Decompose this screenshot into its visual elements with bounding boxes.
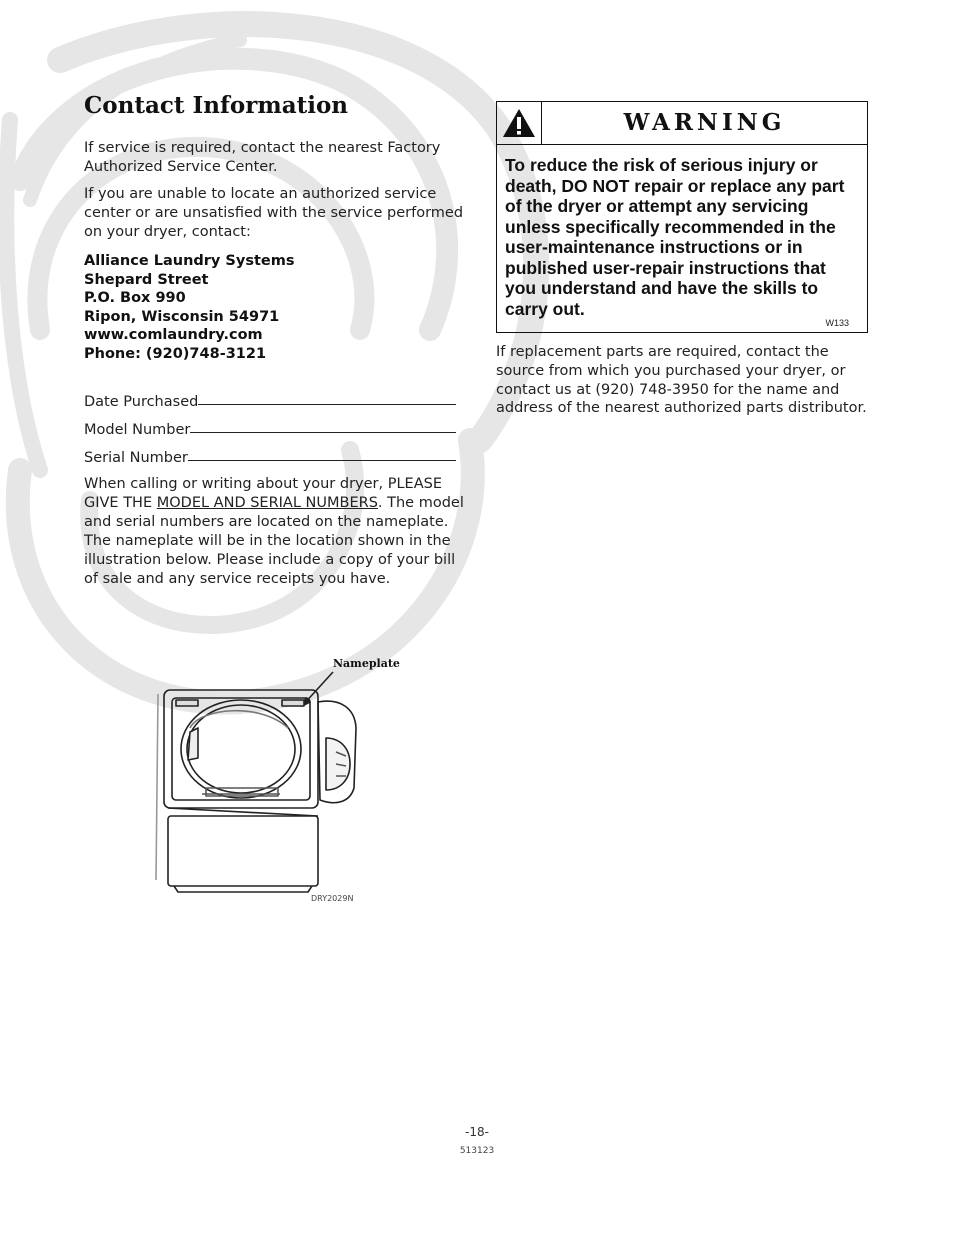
service-paragraph: If service is required, contact the nearest Factory Authorized Service Center.	[84, 140, 441, 175]
city-state-zip: Ripon, Wisconsin 54971	[84, 308, 280, 325]
street: Shepard Street	[84, 271, 209, 288]
date-purchased-label: Date Purchased	[84, 394, 199, 410]
serial-number-label: Serial Number	[84, 450, 188, 466]
model-number-line	[190, 432, 456, 433]
model-number-field	[84, 416, 456, 438]
nameplate-label: Nameplate	[333, 657, 400, 670]
model-serial-text-end: . The model and serial numbers are located on the nameplate. The nameplate will be in the location shown in the illustration below. Please include a copy of your bill of sale and any service receipts you have.	[84, 495, 464, 587]
website: www.comlaundry.com	[84, 327, 263, 343]
company-address	[84, 252, 464, 363]
warning-header	[497, 102, 867, 145]
model-serial-paragraph	[84, 475, 464, 589]
illustration-code: DRY2029N	[311, 894, 354, 903]
model-number-label: Model Number	[84, 422, 191, 438]
page-number: -18-	[465, 1125, 489, 1139]
serial-number-line	[188, 460, 456, 461]
contact-paragraph: If you are unable to locate an authorized service center or are unsatisfied with the service performed on your dryer, contact:	[84, 186, 464, 240]
po-box: P.O. Box 990	[84, 290, 186, 306]
serial-number-field	[84, 444, 456, 466]
dryer-illustration	[150, 668, 365, 896]
date-purchased-field	[84, 388, 456, 410]
exclamation-triangle-icon	[497, 102, 542, 144]
company-name: Alliance Laundry Systems	[84, 253, 295, 269]
warning-code: W133	[825, 318, 849, 328]
warning-text: To reduce the risk of serious injury or death, DO NOT repair or replace any part of the dryer or attempt any servicing unless specifically recommended in the user-maintenance instructions or in published user-repair instructions that you understand and have the skills to carry out.	[505, 155, 845, 319]
phone: Phone: (920)748-3121	[84, 345, 267, 362]
date-purchased-line	[198, 404, 456, 405]
replacement-parts-paragraph: If replacement parts are required, contact the source from which you purchased your dryer, or contact us at (920) 748-3950 for the name and address of the nearest authorized parts distributor.	[496, 344, 867, 417]
warning-box	[496, 101, 868, 333]
document-number: 513123	[459, 1146, 495, 1156]
model-serial-emphasis: MODEL AND SERIAL NUMBERS	[156, 495, 378, 511]
page-title: Contact Information	[84, 92, 349, 119]
model-serial-text-start: When calling or writing about your dryer, PLEASE GIVE THE	[84, 476, 442, 511]
warning-title: WARNING	[623, 109, 786, 136]
